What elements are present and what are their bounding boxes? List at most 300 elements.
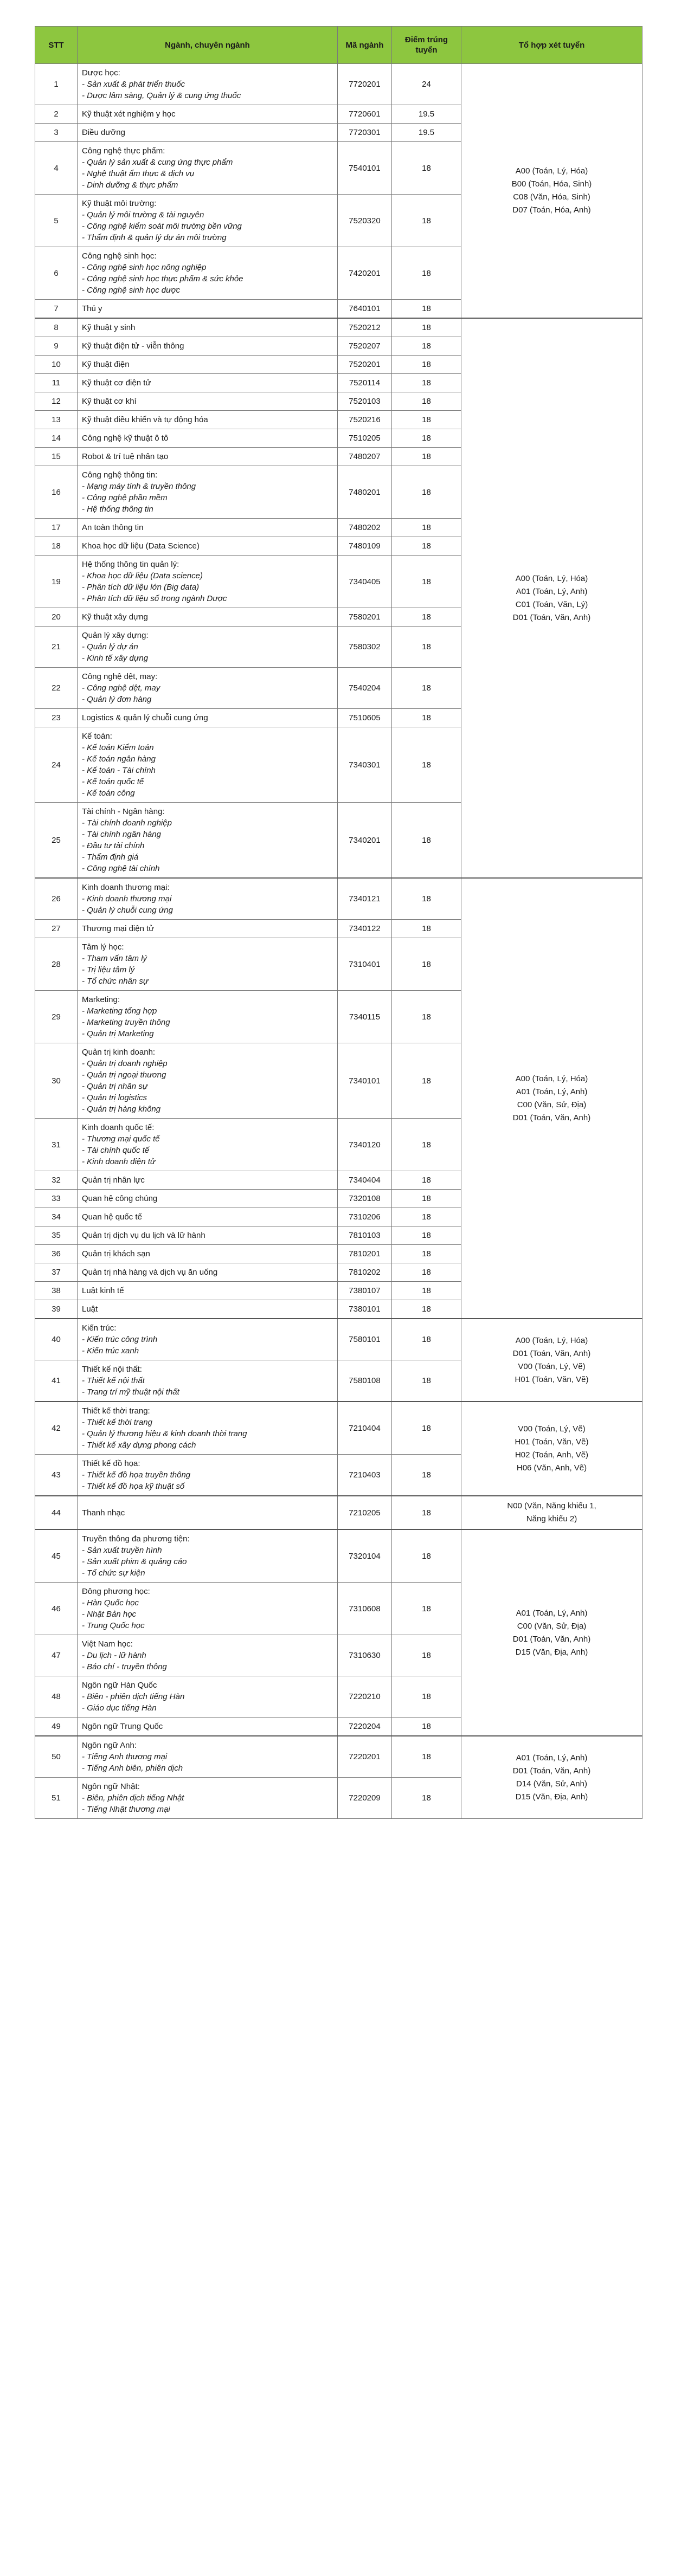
row-stt: 45 [35,1529,78,1583]
row-score: 18 [392,938,461,991]
row-major [78,374,338,392]
specialization-item: - Hệ thống thông tin [82,505,153,514]
specialization-item: - Sản xuất phim & quảng cáo [82,1557,187,1566]
specialization-item: - Sản xuất & phát triển thuốc [82,80,185,89]
row-score: 18 [392,195,461,247]
specialization-item: - Thương mại quốc tế [82,1134,160,1144]
row-major [78,1226,338,1245]
major-title: Kỹ thuật môi trường: [82,199,157,208]
specialization-item: - Thẩm định giá [82,853,139,862]
row-code: 7810103 [338,1226,392,1245]
row-stt: 46 [35,1583,78,1635]
row-code: 7340121 [338,878,392,920]
row-major [78,991,338,1043]
row-stt: 21 [35,627,78,668]
row-stt: 41 [35,1360,78,1402]
row-stt: 25 [35,803,78,879]
row-stt: 2 [35,105,78,124]
major-title: An toàn thông tin [82,523,144,532]
row-major [78,124,338,142]
specialization-item: - Kế toán Kiểm toán [82,743,154,752]
specialization-item: - Tài chính quốc tế [82,1146,150,1155]
row-stt: 26 [35,878,78,920]
row-code: 7340301 [338,727,392,803]
row-stt: 9 [35,337,78,356]
major-title: Quản trị dịch vụ du lịch và lữ hành [82,1231,205,1240]
row-stt: 5 [35,195,78,247]
table-row [35,1402,642,1455]
row-code: 7310608 [338,1583,392,1635]
specialization-item: - Kiến trúc xanh [82,1346,139,1355]
major-title: Công nghệ sinh học: [82,251,157,261]
row-score: 18 [392,727,461,803]
combo-group-cell [461,64,642,319]
major-title: Quản trị nhân lực [82,1176,145,1185]
row-code: 7380107 [338,1282,392,1300]
specialization-item: - Biên - phiên dịch tiếng Hàn [82,1692,185,1701]
row-score: 18 [392,318,461,337]
specialization-item: - Kinh doanh điện tử [82,1157,156,1166]
row-stt: 50 [35,1736,78,1778]
row-stt: 51 [35,1778,78,1819]
major-title: Ngôn ngữ Hàn Quốc [82,1681,157,1690]
major-title: Tâm lý học: [82,942,124,952]
specialization-item: - Công nghệ sinh học nông nghiệp [82,263,207,272]
major-title: Luật [82,1305,98,1314]
row-code: 7580101 [338,1319,392,1360]
major-title: Công nghệ thực phẩm: [82,146,165,156]
row-score: 24 [392,64,461,105]
row-score: 18 [392,1736,461,1778]
specialization-item: - Quản lý sản xuất & cung ứng thực phẩm [82,158,233,167]
specialization-item: - Công nghệ phần mềm [82,493,168,502]
specialization-item: - Hàn Quốc học [82,1598,139,1607]
row-score: 18 [392,300,461,319]
row-score: 18 [392,920,461,938]
major-title: Quản lý xây dựng: [82,631,149,640]
row-code: 7420201 [338,247,392,300]
major-title: Kỹ thuật điều khiển và tự động hóa [82,415,208,424]
specialization-item: - Tham vấn tâm lý [82,954,147,963]
table-row [35,878,642,920]
row-major [78,1282,338,1300]
row-stt: 1 [35,64,78,105]
combo-item: A00 (Toán, Lý, Hóa) [515,573,588,583]
row-score: 18 [392,448,461,466]
row-stt: 31 [35,1119,78,1171]
specialization-item: - Quản lý thương hiệu & kinh doanh thời trang [82,1429,247,1438]
row-score: 18 [392,803,461,879]
combo-group-cell [461,1736,642,1819]
row-stt: 42 [35,1402,78,1455]
row-stt: 32 [35,1171,78,1190]
row-major [78,1402,338,1455]
row-score: 19.5 [392,105,461,124]
row-stt: 29 [35,991,78,1043]
combo-item: Năng khiếu 2) [526,1514,577,1523]
row-major [78,1300,338,1319]
combo-item: C00 (Văn, Sử, Địa) [517,1621,587,1631]
specialization-item: - Sản xuất truyền hình [82,1546,162,1555]
specialization-item: - Kinh doanh thương mại [82,894,172,903]
row-code: 7520103 [338,392,392,411]
major-title: Ngôn ngữ Trung Quốc [82,1722,163,1731]
row-major [78,1676,338,1718]
row-major [78,1360,338,1402]
row-major [78,608,338,627]
row-code: 7580201 [338,608,392,627]
row-stt: 12 [35,392,78,411]
row-score: 18 [392,991,461,1043]
row-score: 18 [392,1529,461,1583]
row-code: 7510605 [338,709,392,727]
row-stt: 7 [35,300,78,319]
combo-item: D15 (Văn, Địa, Anh) [515,1647,588,1657]
combo-group-cell [461,1529,642,1736]
major-title: Quan hệ công chúng [82,1194,158,1203]
row-score: 18 [392,142,461,195]
specialization-item: - Tổ chức nhân sự [82,977,149,986]
specialization-item: - Thiết kế nội thất [82,1376,145,1385]
combo-item: D15 (Văn, Địa, Anh) [515,1792,588,1802]
row-score: 18 [392,1319,461,1360]
specialization-item: - Quản trị doanh nghiệp [82,1059,168,1068]
header-major: Ngành, chuyên ngành [78,27,338,64]
row-code: 7340115 [338,991,392,1043]
row-major [78,142,338,195]
row-stt: 33 [35,1190,78,1208]
row-stt: 36 [35,1245,78,1263]
row-stt: 44 [35,1496,78,1529]
row-stt: 19 [35,556,78,608]
row-stt: 16 [35,466,78,519]
row-score: 18 [392,1119,461,1171]
major-title: Kỹ thuật cơ điện tử [82,378,151,388]
combo-item: D01 (Toán, Văn, Anh) [512,1113,591,1122]
major-title: Công nghệ dệt, may: [82,672,158,681]
row-major [78,247,338,300]
specialization-item: - Quản trị hàng không [82,1105,161,1114]
row-stt: 43 [35,1455,78,1496]
row-code: 7520207 [338,337,392,356]
specialization-item: - Nghệ thuật ẩm thực & dịch vụ [82,169,195,178]
row-major [78,337,338,356]
specialization-item: - Marketing tổng hợp [82,1006,157,1016]
row-stt: 23 [35,709,78,727]
specialization-item: - Thiết kế đồ họa kỹ thuật số [82,1482,185,1491]
row-major [78,1778,338,1819]
row-code: 7340120 [338,1119,392,1171]
specialization-item: - Marketing truyền thông [82,1018,170,1027]
row-code: 7220201 [338,1736,392,1778]
specialization-item: - Công nghệ tài chính [82,864,160,873]
specialization-item: - Tiếng Anh biên, phiên dịch [82,1764,183,1773]
row-score: 18 [392,429,461,448]
row-score: 18 [392,1635,461,1676]
major-title: Thú y [82,304,102,313]
row-code: 7520114 [338,374,392,392]
combo-item: D01 (Toán, Văn, Anh) [512,1348,591,1358]
specialization-item: - Báo chí - truyền thông [82,1662,167,1671]
row-score: 18 [392,1676,461,1718]
row-major [78,537,338,556]
combo-item: A00 (Toán, Lý, Hóa) [515,1335,588,1345]
row-score: 18 [392,1402,461,1455]
row-score: 18 [392,608,461,627]
row-code: 7220209 [338,1778,392,1819]
row-code: 7720201 [338,64,392,105]
combo-item: A00 (Toán, Lý, Hóa) [515,166,588,176]
table-row [35,1319,642,1360]
row-code: 7580302 [338,627,392,668]
row-score: 18 [392,1190,461,1208]
combo-item: C00 (Văn, Sử, Địa) [517,1100,587,1109]
row-code: 7310630 [338,1635,392,1676]
row-code: 7340201 [338,803,392,879]
row-score: 18 [392,337,461,356]
row-major [78,429,338,448]
major-title: Thương mại điện tử [82,924,155,933]
major-title: Quan hệ quốc tế [82,1212,142,1222]
row-score: 18 [392,1455,461,1496]
major-title: Thiết kế thời trang: [82,1406,150,1416]
row-stt: 17 [35,519,78,537]
header-code: Mã ngành [338,27,392,64]
row-major [78,356,338,374]
row-score: 18 [392,247,461,300]
row-code: 7340122 [338,920,392,938]
table-header-row [35,27,642,64]
row-score: 18 [392,1282,461,1300]
combo-group-cell [461,318,642,878]
row-stt: 28 [35,938,78,991]
row-major [78,1718,338,1736]
row-code: 7480201 [338,466,392,519]
specialization-item: - Thẩm định & quản lý dự án môi trường [82,233,227,242]
row-code: 7320108 [338,1190,392,1208]
specialization-item: - Quản trị Marketing [82,1029,154,1038]
specialization-item: - Phân tích dữ liệu số trong ngành Dược [82,594,227,603]
major-title: Công nghệ thông tin: [82,470,158,480]
row-major [78,709,338,727]
row-major [78,1245,338,1263]
specialization-item: - Du lịch - lữ hành [82,1651,146,1660]
row-stt: 47 [35,1635,78,1676]
row-code: 7520212 [338,318,392,337]
table-row [35,318,642,337]
specialization-item: - Kiến trúc công trình [82,1335,158,1344]
combo-item: H01 (Toán, Văn, Vẽ) [515,1437,589,1447]
specialization-item: - Tiếng Nhật thương mại [82,1805,170,1814]
row-score: 18 [392,1208,461,1226]
combo-item: A01 (Toán, Lý, Anh) [516,1753,588,1762]
row-stt: 49 [35,1718,78,1736]
row-major [78,318,338,337]
specialization-item: - Công nghệ dệt, may [82,683,160,693]
specialization-item: - Thiết kế xây dựng phong cách [82,1441,196,1450]
major-title: Quản trị nhà hàng và dịch vụ ăn uống [82,1268,218,1277]
row-code: 7510205 [338,429,392,448]
combo-group-cell [461,1496,642,1529]
row-major [78,556,338,608]
combo-item: H02 (Toán, Anh, Vẽ) [515,1450,589,1460]
row-major [78,105,338,124]
row-stt: 38 [35,1282,78,1300]
major-title: Ngôn ngữ Nhật: [82,1782,140,1791]
specialization-item: - Kế toán công [82,789,135,798]
row-score: 18 [392,1043,461,1119]
major-title: Quản trị khách sạn [82,1249,150,1258]
major-title: Thanh nhạc [82,1508,125,1518]
row-code: 7220210 [338,1676,392,1718]
specialization-item: - Nhật Bản học [82,1610,137,1619]
major-title: Quản trị kinh doanh: [82,1048,156,1057]
specialization-item: - Trị liệu tâm lý [82,965,135,974]
row-major [78,519,338,537]
row-major [78,938,338,991]
specialization-item: - Dinh dưỡng & thực phẩm [82,180,178,190]
major-title: Hệ thống thông tin quản lý: [82,560,179,569]
specialization-item: - Quản lý chuỗi cung ứng [82,906,173,915]
row-stt: 15 [35,448,78,466]
row-code: 7210205 [338,1496,392,1529]
row-code: 7480202 [338,519,392,537]
row-score: 18 [392,627,461,668]
row-code: 7520216 [338,411,392,429]
specialization-item: - Kế toán quốc tế [82,777,144,786]
specialization-item: - Quản lý dự án [82,642,138,651]
major-title: Logistics & quản lý chuỗi cung ứng [82,713,208,722]
combo-item: H06 (Văn, Anh, Vẽ) [516,1463,587,1473]
row-code: 7720601 [338,105,392,124]
row-major [78,1736,338,1778]
major-title: Marketing: [82,995,120,1004]
combo-group-cell [461,878,642,1319]
specialization-item: - Phân tích dữ liệu lớn (Big data) [82,583,200,592]
row-major [78,466,338,519]
header-stt: STT [35,27,78,64]
row-major [78,1319,338,1360]
row-score: 18 [392,1583,461,1635]
major-title: Kiến trúc: [82,1323,117,1333]
row-code: 7210404 [338,1402,392,1455]
row-stt: 20 [35,608,78,627]
row-stt: 6 [35,247,78,300]
row-score: 18 [392,374,461,392]
row-major [78,1635,338,1676]
specialization-item: - Quản lý đơn hàng [82,695,152,704]
row-major [78,300,338,319]
row-major [78,1171,338,1190]
admission-score-table [35,26,642,1819]
specialization-item: - Tiếng Anh thương mại [82,1752,168,1761]
row-stt: 8 [35,318,78,337]
row-code: 7480207 [338,448,392,466]
combo-item: C01 (Toán, Văn, Lý) [515,599,588,609]
combo-item: A01 (Toán, Lý, Anh) [516,1087,588,1096]
specialization-item: - Quản trị ngoại thương [82,1070,166,1080]
header-score: Điểm trúng tuyển [392,27,461,64]
row-major [78,411,338,429]
specialization-item: - Kế toán ngân hàng [82,754,156,764]
row-score: 18 [392,1718,461,1736]
combo-item: D07 (Toán, Hóa, Anh) [512,205,591,215]
table-row [35,1736,642,1778]
row-major [78,1190,338,1208]
row-code: 7520201 [338,356,392,374]
row-stt: 18 [35,537,78,556]
row-score: 18 [392,1263,461,1282]
major-title: Robot & trí tuệ nhân tạo [82,452,169,461]
row-code: 7520320 [338,195,392,247]
row-code: 7540101 [338,142,392,195]
table-row [35,64,642,105]
specialization-item: - Giáo dục tiếng Hàn [82,1703,157,1713]
row-score: 18 [392,411,461,429]
row-major [78,448,338,466]
major-title: Kỹ thuật y sinh [82,323,136,332]
row-score: 18 [392,356,461,374]
major-title: Điều dưỡng [82,128,125,137]
row-score: 18 [392,1171,461,1190]
combo-item: C08 (Văn, Hóa, Sinh) [513,192,590,202]
major-title: Truyền thông đa phương tiện: [82,1534,190,1544]
specialization-item: - Trang trí mỹ thuật nội thất [82,1387,179,1397]
row-major [78,803,338,879]
row-code: 7310206 [338,1208,392,1226]
major-title: Kỹ thuật điện [82,360,130,369]
major-title: Kỹ thuật điện tử - viễn thông [82,341,184,351]
specialization-item: - Tài chính ngân hàng [82,830,161,839]
combo-item: D14 (Văn, Sử, Anh) [516,1779,587,1789]
row-code: 7640101 [338,300,392,319]
row-score: 18 [392,1360,461,1402]
major-title: Ngôn ngữ Anh: [82,1741,137,1750]
combo-item: A01 (Toán, Lý, Anh) [516,1608,588,1618]
major-title: Kinh doanh quốc tế: [82,1123,155,1132]
row-code: 7340405 [338,556,392,608]
specialization-item: - Dược lâm sàng, Quản lý & cung ứng thuốc [82,91,241,100]
row-stt: 22 [35,668,78,709]
row-stt: 30 [35,1043,78,1119]
row-stt: 13 [35,411,78,429]
major-title: Khoa học dữ liệu (Data Science) [82,541,200,551]
major-title: Thiết kế nội thất: [82,1365,142,1374]
specialization-item: - Quản trị nhân sự [82,1082,148,1091]
row-score: 18 [392,1496,461,1529]
row-stt: 11 [35,374,78,392]
row-major [78,1119,338,1171]
row-score: 18 [392,878,461,920]
specialization-item: - Tài chính doanh nghiệp [82,818,172,828]
row-major [78,1455,338,1496]
major-title: Đông phương học: [82,1587,150,1596]
row-score: 19.5 [392,124,461,142]
combo-item: N00 (Văn, Năng khiếu 1, [507,1501,596,1510]
specialization-item: - Thiết kế đồ họa truyền thông [82,1470,191,1480]
row-stt: 27 [35,920,78,938]
row-score: 18 [392,537,461,556]
major-title: Luật kinh tế [82,1286,124,1295]
row-major [78,64,338,105]
row-stt: 3 [35,124,78,142]
row-score: 18 [392,466,461,519]
row-major [78,668,338,709]
major-title: Thiết kế đồ họa: [82,1459,140,1468]
row-major [78,878,338,920]
row-code: 7340101 [338,1043,392,1119]
specialization-item: - Tổ chức sự kiện [82,1568,145,1578]
